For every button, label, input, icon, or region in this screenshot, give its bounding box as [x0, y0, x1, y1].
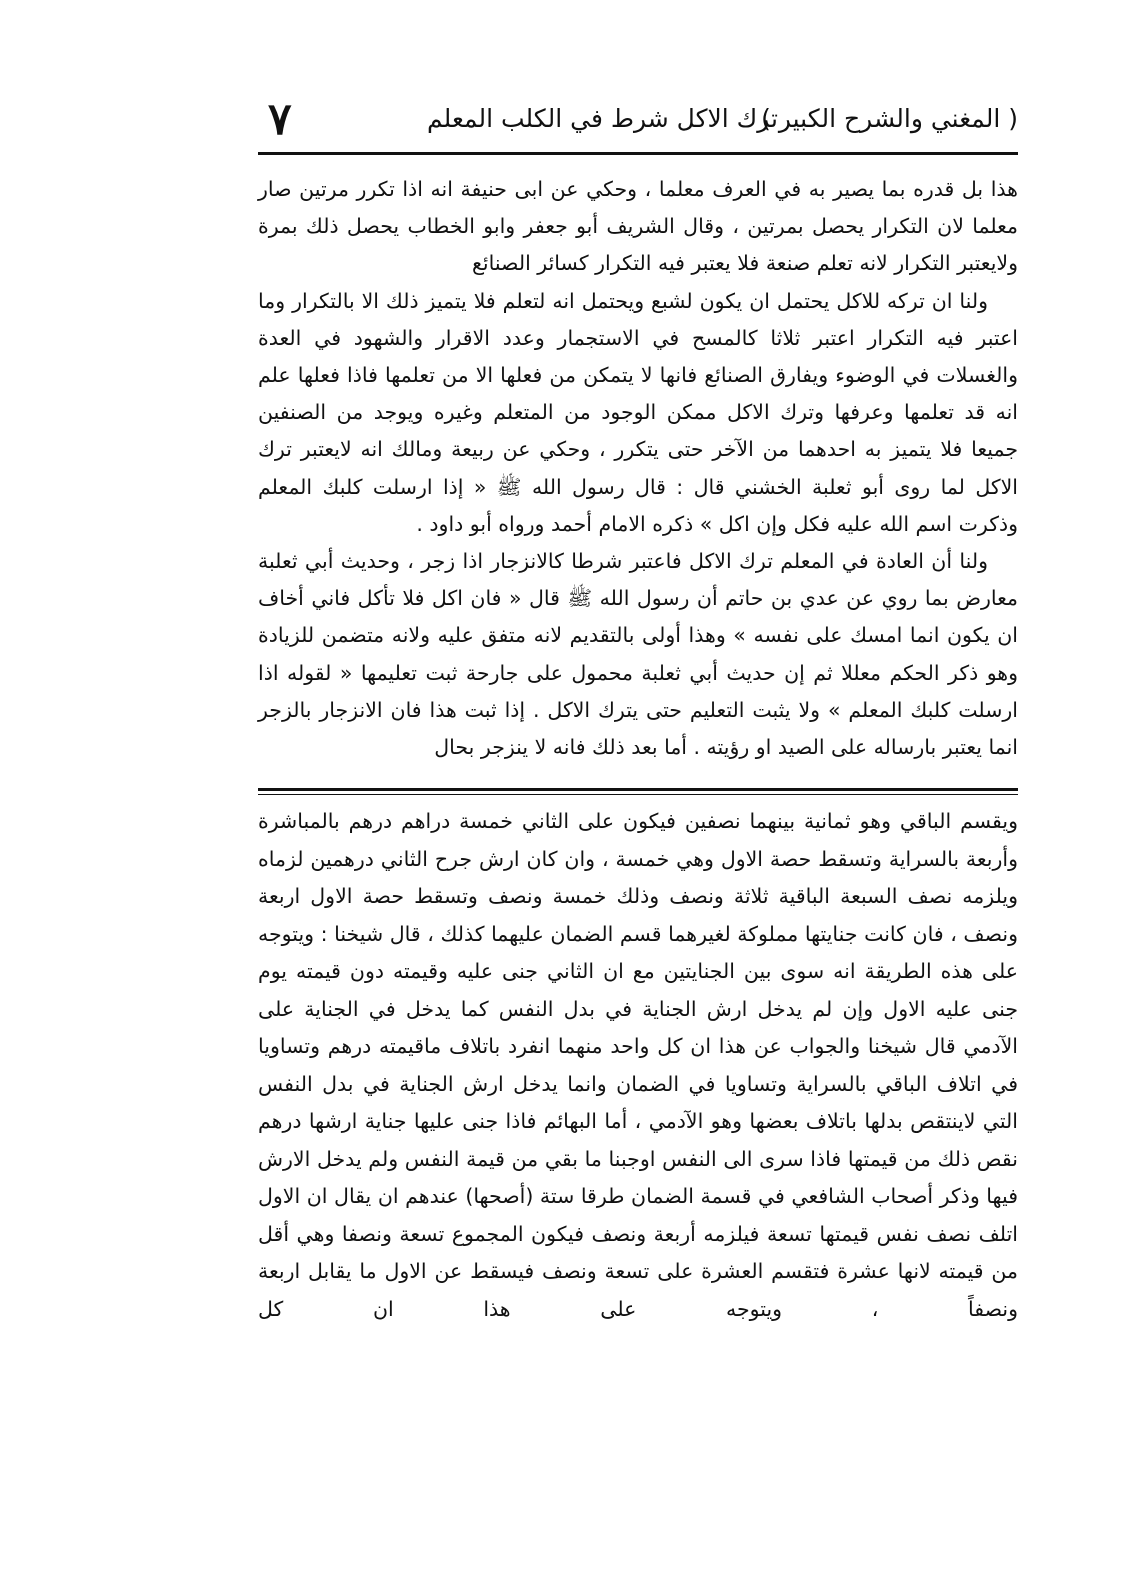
page-number: ٧	[268, 94, 292, 145]
commentary-paragraph: ولنا أن العادة في المعلم ترك الاكل فاعتبر شرطا كالانزجار اذا زجر ، وحديث أبي ثعلبة معارض بما روي عن عدي بن حاتم أن رسول الله ﷺ قال « فان اكل فلا تأكل فاني أخاف ان يكون انما امسك على نفسه » وهذا أولى بالتقديم لانه متفق عليه ولانه متضمن للزيادة وهو ذكر الحكم معللا ثم إن حديث أبي ثعلبة محمول على جارحة ثبت تعليمها « لقوله اذا ارسلت كلبك المعلم » ولا يثبت التعليم حتى يترك الاكل . إذا ثبت هذا فان الانزجار بالزجر انما يعتبر بارساله على الصيد او رؤيته . أما بعد ذلك فانه لا ينزجر بحال	[258, 549, 1018, 760]
commentary-paragraph: ولنا ان تركه للاكل يحتمل ان يكون لشبع ويحتمل انه لتعلم فلا يتميز ذلك الا بالتكرار وما اعتبر فيه التكرار اعتبر ثلاثا كالمسح في الاستجمار وعدد الاقرار والشهود في العدة والغسلات في الوضوء ويفارق الصنائع فانها لا يتمكن من فعلها الا من تعلمها فاذا فعلها علم انه قد تعلمها وعرفها وترك الاكل ممكن الوجود من المتعلم وغيره ويوجد من الصنفين جميعا فلا يتميز به احدهما من الآخر حتى يتكرر ، وحكي عن ربيعة ومالك انه لايعتبر ترك الاكل لما روى أبو ثعلبة الخشني قال : قال رسول الله ﷺ « إذا ارسلت كلبك المعلم وذكرت اسم الله عليه فكل وإن اكل » ذكره الامام أحمد ورواه أبو داود .	[258, 288, 1018, 536]
section-separator	[258, 788, 1018, 795]
book-page	[258, 94, 1018, 1328]
header-divider	[258, 152, 1018, 155]
page-header	[258, 94, 1018, 150]
separator-rule-thin	[258, 794, 1018, 795]
book-title: ( المغني والشرح الكبير )	[761, 104, 1018, 133]
main-text-paragraph: ويقسم الباقي وهو ثمانية بينهما نصفين فيكون على الثاني خمسة دراهم درهم بالمباشرة وأربعة بالسراية وتسقط حصة الاول وهي خمسة ، وان كان ارش جرح الثاني درهمين لزماه ويلزمه نصف السبعة الباقية ثلاثة ونصف وذلك خمسة ونصف وتسقط حصة الاول اربعة ونصف ، فان كانت جنايتها مملوكة لغيرهما قسم الضمان عليهما كذلك ، قال شيخنا : ويتوجه على هذه الطريقة انه سوى بين الجنايتين مع ان الثاني جنى عليه وقيمته دون قيمته يوم جنى عليه الاول وإن لم يدخل ارش الجناية في بدل النفس كما يدخل في الجناية على الآدمي قال شيخنا والجواب عن هذا ان كل واحد منهما انفرد باتلاف ماقيمته درهم وتساويا في اتلاف الباقي بالسراية وتساويا في الضمان وانما يدخل ارش الجناية في بدل النفس التي لاينتقص بدلها باتلاف بعضها وهو الآدمي ، أما البهائم فاذا جنى عليها جناية ارشها درهم نقص ذلك من قيمتها فاذا سرى الى النفس اوجبنا ما بقي من قيمة النفس ولم يدخل الارش فيها وذكر أصحاب الشافعي في قسمة الضمان طرقا ستة (أصحها) عندهم ان يقال ان الاول اتلف نصف نفس قيمتها تسعة فيلزمه أربعة ونصف فيكون المجموع تسعة ونصفا وهي أقل من قيمته لانها عشرة فتقسم العشرة على تسعة ونصف فيسقط عن الاول ما يقابل اربعة ونصفاً ، ويتوجه على هذا ان كل	[258, 809, 1018, 1321]
main-text-section	[258, 803, 1018, 1328]
commentary-paragraph: هذا بل قدره بما يصير به في العرف معلما ، وحكي عن ابى حنيفة انه اذا تكرر مرتين صار معلما لان التكرار يحصل بمرتين ، وقال الشريف أبو جعفر وابو الخطاب يحصل ذلك بمرة ولايعتبر التكرار لانه تعلم صنعة فلا يعتبر فيه التكرار كسائر الصنائع	[258, 177, 1018, 276]
chapter-title: ترك الاكل شرط في الكلب المعلم	[427, 104, 778, 133]
separator-rule-thick	[258, 788, 1018, 791]
commentary-section	[258, 171, 1018, 766]
